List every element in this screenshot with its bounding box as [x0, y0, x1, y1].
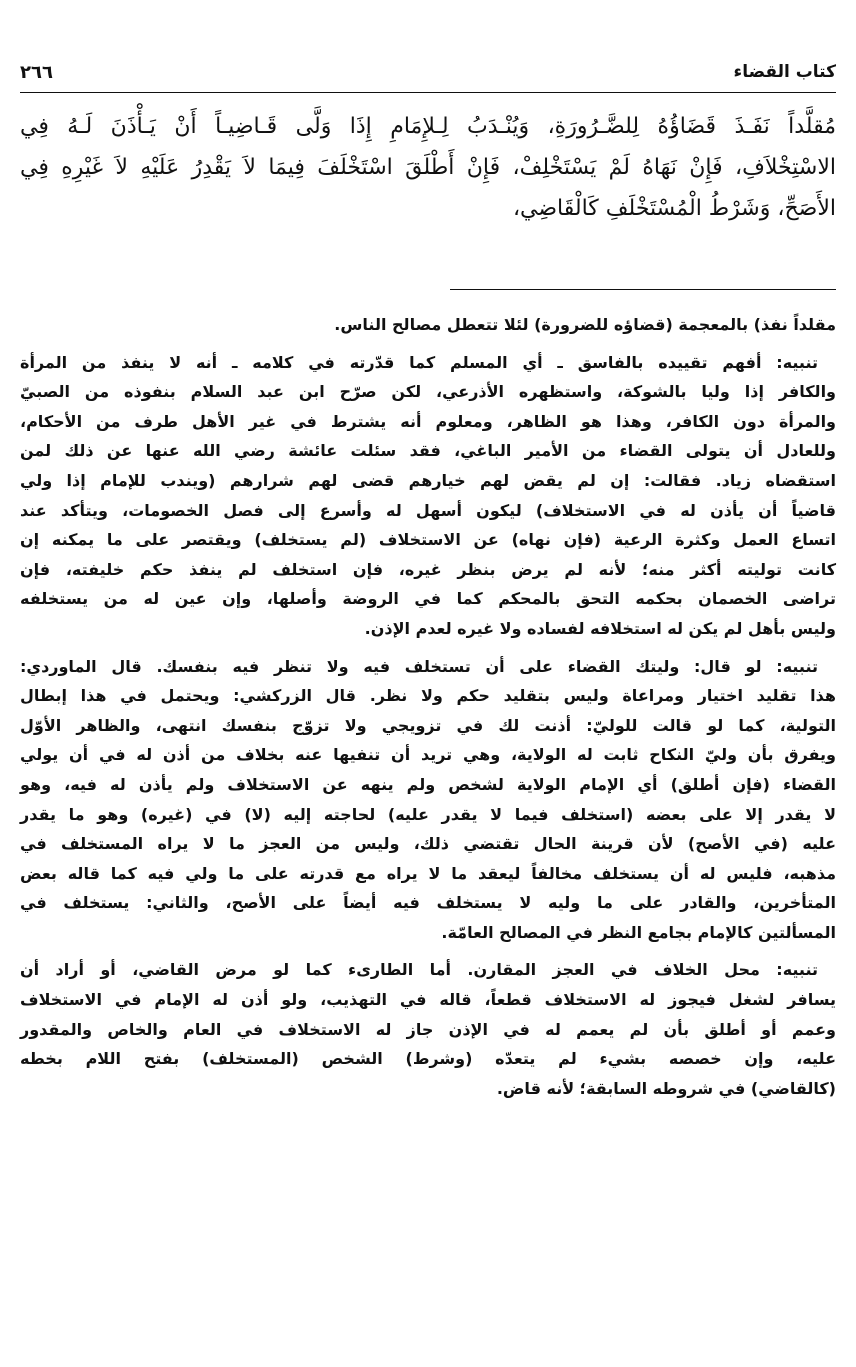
commentary-line	[20, 955, 836, 985]
commentary-line	[20, 800, 836, 830]
quoted-matn-segment: (غيره)	[140, 804, 193, 824]
commentary-line	[20, 888, 836, 918]
commentary-line	[20, 652, 836, 682]
quoted-matn-segment: (قضاؤه للضرورة)	[534, 315, 673, 334]
commentary-segment: بفتح اللام بخطه	[20, 1049, 203, 1069]
quoted-matn-segment: (وشرط)	[405, 1049, 473, 1069]
commentary-segment: لئلا تتعطل مصالح الناس.	[334, 315, 535, 334]
commentary-text	[20, 310, 836, 1111]
commentary-segment: عليه	[787, 834, 837, 854]
commentary-line	[20, 496, 836, 526]
commentary-segment: والكافر إذا وليا بالشوكة، واستظهره الأذرعي، لكن صرّح ابن عبد السلام بنفوذه من الصبيّ	[20, 382, 836, 402]
commentary-segment: لحاجته إليه	[270, 804, 388, 824]
commentary-line	[20, 681, 836, 711]
commentary-line	[20, 1044, 836, 1074]
commentary-line	[20, 436, 836, 466]
commentary-line	[20, 555, 836, 585]
commentary-paragraph	[20, 348, 836, 644]
matn-line: الأَصَحِّ، وَشَرْطُ الْمُسْتَخْلَفِ كَالْقَاضِي،	[512, 196, 836, 221]
commentary-line	[20, 466, 836, 496]
commentary-line	[20, 1074, 836, 1104]
commentary-line	[20, 859, 836, 889]
matn-line: مُقلَّداً نَفَـذَ قَضَاؤُهُ لِلضَّـرُورَةِ، وَيُنْـدَبُ لِـلإِمَامِ إِذَا وَلَّى قَـاضِيـاً أَنْ يَـأْذَنَ لَـهُ فِي	[20, 114, 836, 139]
matn-text	[20, 106, 836, 229]
commentary-segment: أي الإمام الولاية لشخص ولم ينهه عن الاستخلاف ولم يأذن له فيه، وهو	[20, 774, 671, 794]
page-header	[20, 62, 836, 90]
commentary-segment: في شروطه السابقة؛ لأنه قاض.	[496, 1078, 751, 1098]
commentary-segment: وهو ما يقدر	[20, 804, 141, 824]
commentary-segment: عن الاستخلاف	[366, 530, 512, 550]
commentary-line	[20, 829, 836, 859]
commentary-line	[20, 525, 836, 555]
quoted-matn-segment: (المستخلف)	[202, 1049, 299, 1069]
commentary-line	[20, 407, 836, 437]
quoted-matn-segment: تنبيه:	[761, 656, 818, 676]
commentary-paragraph	[20, 955, 836, 1103]
commentary-paragraph	[20, 652, 836, 948]
commentary-segment: لأن قرينة الحال تقتضي ذلك، وليس من العجز ما لا يراه المستخلف في	[20, 834, 688, 854]
quoted-matn-segment: (فإن نهاه)	[511, 530, 602, 550]
matn-line: الاسْتِخْلاَفِ، فَإِنْ نَهَاهُ لَمْ يَسْتَخْلِفْ، فَإِنْ أَطْلَقَ اسْتَخْلَفَ فِيمَا لاَ يَقْدِرُ عَلَيْهِ لاَ غَيْرِهِ فِي	[20, 155, 836, 180]
quoted-matn-segment: (كالقاضي)	[750, 1078, 836, 1098]
commentary-paragraph	[20, 310, 836, 340]
quoted-matn-segment: (في الأصح)	[687, 834, 788, 854]
quoted-matn-segment: مقلداً نفذ)	[753, 315, 836, 334]
commentary-segment: لو قال: وليتك القضاء على أن تستخلف فيه ولا تنظر فيه بنفسك. قال الماوردي:	[20, 656, 762, 676]
header-rule	[20, 92, 836, 93]
commentary-segment: القضاء	[769, 774, 836, 794]
commentary-segment: مذهبه، فليس له أن يستخلف مخالفاً ليعقد ما لا يراه مع قدرته على ما ولي فيه كما قاله بعض	[20, 863, 836, 883]
matn-separator-rule	[450, 289, 836, 290]
commentary-line	[20, 985, 836, 1015]
quoted-matn-segment: قاضياً أن يأذن له في الاستخلاف)	[535, 500, 836, 520]
commentary-line	[20, 377, 836, 407]
quoted-matn-segment: (لا)	[244, 804, 271, 824]
commentary-segment: والمرأة دون الكافر، وهذا هو الظاهر، ومعلوم أنه يشترط في غير الأهل طرف من الأحكام،	[20, 411, 836, 431]
running-title: كتاب القضاء	[733, 62, 836, 82]
commentary-segment: التولية، كما لو قالت للوليّ: أذنت لك في تزويجي ولا تزوّج بنفسك انتهى، والظاهر الأوّل	[20, 715, 836, 735]
commentary-segment: في	[192, 804, 245, 824]
commentary-line	[20, 770, 836, 800]
commentary-segment: كانت توليته أكثر منه؛ لأنه لم يرض بنظر غيره، فإن استخلف لم ينفذ حكم خليفته، فإن	[20, 559, 836, 579]
commentary-segment: تراضى الخصمان بحكمه التحق بالمحكم كما في الروضة وأصلها، وإن عين له من يستخلفه	[20, 589, 836, 609]
commentary-segment: ليكون أسهل له وأسرع إلى فصل الخصومات، ويتأكد عند	[20, 500, 536, 520]
commentary-segment: وللعادل أن يتولى القضاء من الأمير الباغي، فقد سئلت عائشة رضي الله عنها عن ذلك لمن	[20, 441, 836, 461]
commentary-line	[20, 614, 836, 644]
commentary-segment: أفهم تقييده بالفاسق ـ أي المسلم كما قدّرته في كلامه ـ أنه لا ينفذ من المرأة	[20, 352, 762, 372]
commentary-line	[20, 740, 836, 770]
commentary-line	[20, 711, 836, 741]
commentary-line	[20, 310, 836, 340]
commentary-segment: ويفرق بأن وليّ النكاح ثابت له الولاية، وهي تريد أن تنفيها عنه بخلاف من أذن له في أن يولي	[20, 745, 836, 765]
commentary-segment: استقضاه زياد. فقالت: إن لم يقض لهم خيارهم قضى لهم شرارهم	[215, 470, 836, 490]
quoted-matn-segment: (لم يستخلف)	[254, 530, 367, 550]
quoted-matn-segment: تنبيه:	[761, 352, 819, 372]
commentary-segment: وليس بأهل لم يكن له استخلافه لفساده ولا غيره لعدم الإذن.	[364, 618, 836, 638]
commentary-segment: بالمعجمة	[672, 315, 754, 334]
commentary-segment: لا يقدر إلا على بعضه	[633, 804, 836, 824]
commentary-segment: ويقتصر على ما يمكنه إن	[20, 530, 255, 550]
commentary-segment: اتساع العمل وكثرة الرعية	[601, 530, 837, 550]
commentary-line	[20, 918, 836, 948]
page-number: ٢٦٦	[20, 62, 53, 83]
quoted-matn-segment: (استخلف فيما لا يقدر عليه)	[387, 804, 634, 824]
commentary-line	[20, 584, 836, 614]
commentary-segment: وعمم أو أطلق بأن لم يعمم له في الإذن جاز له الاستخلاف في العام والخاص والمقدور	[20, 1019, 836, 1039]
commentary-segment: المسألتين كالإمام بجامع النظر في المصالح العامّة.	[441, 922, 836, 942]
quoted-matn-segment: تنبيه:	[759, 960, 819, 980]
commentary-line	[20, 348, 836, 378]
commentary-segment: المتأخرين، والقادر على ما وليه لا يستخلف فيه أيضاً على الأصح، والثاني: يستخلف في	[20, 893, 836, 913]
commentary-line	[20, 1015, 836, 1045]
commentary-segment: الشخص	[298, 1049, 406, 1069]
commentary-segment: هذا تقليد اختيار ومراعاة وليس بتقليد حكم ولا نظر. قال الزركشي: ويحتمل في هذا إبطال	[20, 686, 836, 706]
commentary-segment: يسافر لشغل فيجوز له الاستخلاف قطعاً، قاله في التهذيب، ولو أذن له الإمام في الاستخلاف	[20, 990, 836, 1010]
quoted-matn-segment: (ويندب للإمام إذا ولي	[20, 470, 216, 490]
commentary-segment: محل الخلاف في العجز المقارن. أما الطارىء كما لو مرض القاضي، أو أراد أن	[20, 960, 760, 980]
commentary-segment: عليه، وإن خصصه بشيء لم يتعدّه	[472, 1049, 837, 1069]
quoted-matn-segment: (فإن أطلق)	[670, 774, 770, 794]
